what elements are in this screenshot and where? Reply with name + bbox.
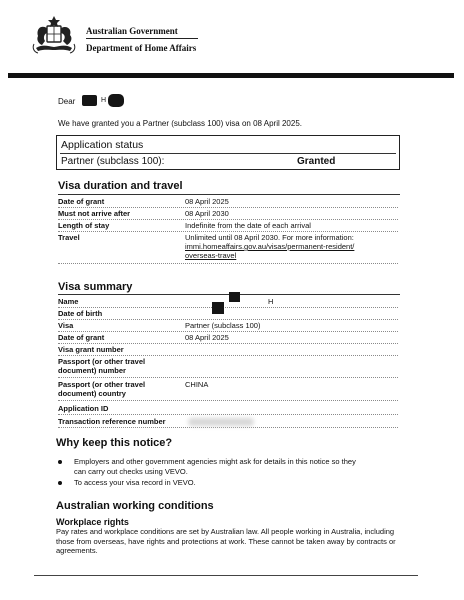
row-value: H — [268, 297, 274, 306]
government-name: Australian Government — [86, 26, 178, 36]
header-bar — [8, 73, 454, 78]
status-visa: Partner (subclass 100): — [61, 156, 165, 167]
table-row — [58, 356, 398, 378]
row-label — [58, 380, 176, 398]
greeting-name-initial: H — [101, 97, 107, 104]
table-row — [58, 379, 398, 401]
coat-of-arms-icon — [30, 14, 78, 56]
table-row — [58, 208, 398, 220]
row-value: 08 April 2030 — [185, 209, 229, 218]
row-label — [58, 357, 176, 375]
table-row — [58, 220, 398, 232]
summary-title: Visa summary — [58, 281, 133, 293]
blurred-reference-number — [188, 418, 254, 426]
row-value — [185, 233, 385, 260]
row-value: 08 April 2025 — [185, 333, 229, 342]
row-label-line: document) number — [58, 366, 126, 375]
table-row — [58, 308, 398, 320]
table-row — [58, 332, 398, 344]
granted-sentence: We have granted you a Partner (subclass 100) visa on 08 April 2025. — [58, 119, 302, 128]
row-label: Name — [58, 297, 79, 306]
travel-link[interactable]: immi.homeaffairs.gov.au/visas/permanent-resident/ — [185, 242, 355, 251]
duration-title: Visa duration and travel — [58, 180, 183, 192]
row-label: Must not arrive after — [58, 209, 131, 218]
application-status-box — [56, 135, 400, 170]
table-row — [58, 296, 398, 308]
department-name: Department of Home Affairs — [86, 43, 197, 53]
table-row — [58, 232, 398, 264]
conditions-title: Australian working conditions — [56, 500, 214, 512]
row-value: 08 April 2025 — [185, 197, 229, 206]
travel-text: Unlimited until 08 April 2030. For more information: — [185, 233, 354, 242]
redacted-name-square — [229, 292, 240, 302]
status-divider — [60, 153, 396, 154]
greeting-dear: Dear — [58, 97, 76, 106]
bullet-icon — [58, 460, 62, 464]
conditions-subtitle: Workplace rights — [56, 517, 129, 527]
row-label: Application ID — [58, 404, 109, 413]
row-label: Date of grant — [58, 197, 105, 206]
table-row — [58, 403, 398, 415]
bullet-line: Employers and other government agencies might ask for details in this notice so they — [74, 457, 356, 466]
status-title: Application status — [61, 139, 144, 151]
bullet-line: To access your visa record in VEVO. — [74, 478, 196, 487]
row-label: Travel — [58, 233, 80, 242]
conditions-paragraph: Pay rates and workplace conditions are set by Australian law. All people working in Australia, including those from overseas, have rights and protections at work. These cannot be taken away by contracts or agreements. — [56, 527, 396, 555]
row-label: Length of stay — [58, 221, 110, 230]
redacted-birthdate-square — [212, 302, 224, 314]
bullet-line: can carry out checks using VEVO. — [74, 466, 188, 476]
footer-divider — [34, 575, 418, 576]
table-row — [58, 320, 398, 332]
row-label: Visa grant number — [58, 345, 124, 354]
travel-link-continued[interactable]: overseas-travel — [185, 251, 237, 260]
table-row — [58, 344, 398, 356]
row-value: CHINA — [185, 380, 209, 389]
greeting — [58, 97, 75, 106]
row-label-line: Passport (or other travel — [58, 357, 146, 366]
row-label-line: document) country — [58, 389, 126, 398]
row-value: Partner (subclass 100) — [185, 321, 261, 330]
duration-divider — [58, 194, 400, 195]
why-title: Why keep this notice? — [56, 437, 173, 449]
row-value: Indefinite from the date of each arrival — [185, 221, 311, 230]
row-label-line: Passport (or other travel — [58, 380, 146, 389]
header-divider — [86, 38, 198, 39]
row-label: Transaction reference number — [58, 417, 166, 426]
redacted-name-block-2 — [108, 94, 124, 107]
table-row — [58, 196, 398, 208]
status-value: Granted — [297, 156, 336, 167]
row-label: Visa — [58, 321, 74, 330]
row-label: Date of birth — [58, 309, 103, 318]
row-label: Date of grant — [58, 333, 105, 342]
redacted-name-block-1 — [82, 95, 97, 106]
bullet-icon — [58, 481, 62, 485]
